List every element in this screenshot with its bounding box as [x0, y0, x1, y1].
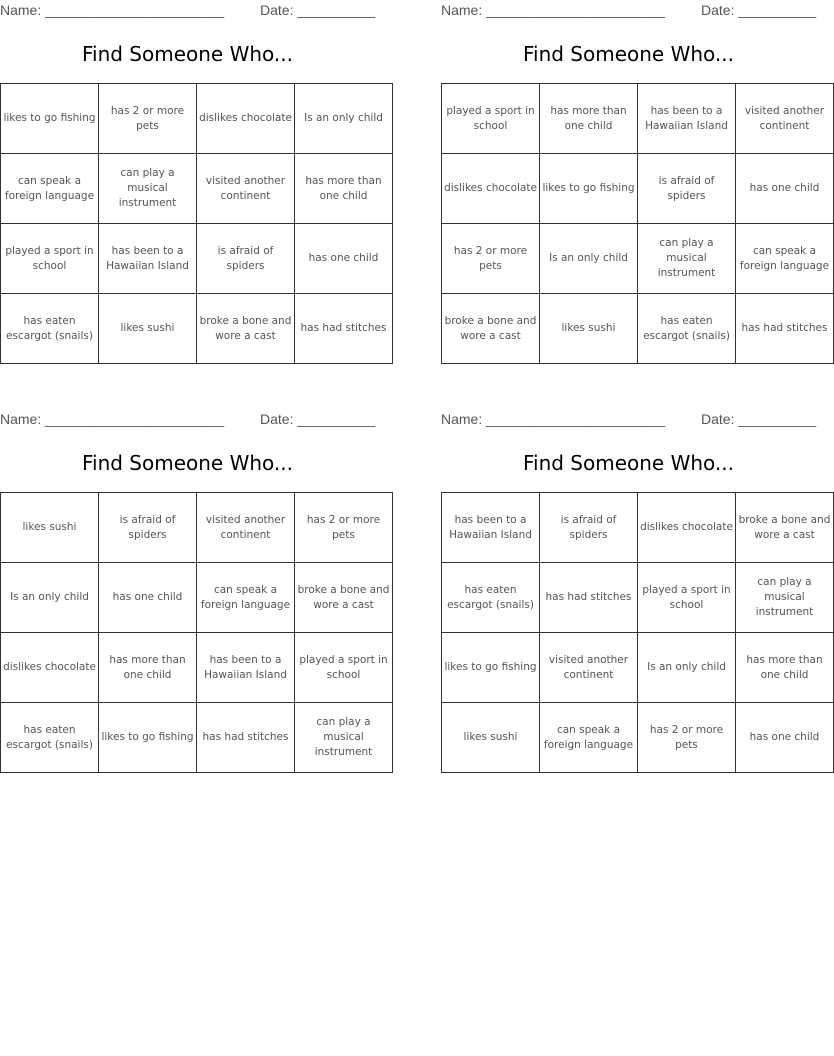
grid-cell: visited another continent: [736, 84, 834, 154]
card-title: Find Someone Who...: [81, 451, 294, 475]
grid-cell: played a sport in school: [638, 563, 736, 633]
grid-cell: can speak a foreign language: [197, 563, 295, 633]
grid-cell: visited another continent: [197, 493, 295, 563]
grid-cell: has more than one child: [295, 154, 393, 224]
grid-cell: has one child: [99, 563, 197, 633]
grid-row: [1, 563, 393, 633]
bingo-card-1: [0, 0, 387, 365]
grid-row: [442, 154, 834, 224]
date-field: Date: __________: [701, 411, 817, 427]
grid-cell: broke a bone and wore a cast: [295, 563, 393, 633]
grid-cell: played a sport in school: [442, 84, 540, 154]
grid-row: [1, 493, 393, 563]
grid-row: [442, 703, 834, 773]
grid-row: [442, 563, 834, 633]
grid-cell: can speak a foreign language: [1, 154, 99, 224]
grid-row: [1, 703, 393, 773]
name-field: Name: _______________________: [441, 411, 666, 427]
bingo-card-2: [441, 0, 830, 365]
grid-cell: likes sushi: [99, 294, 197, 364]
grid-row: [442, 493, 834, 563]
grid-cell: dislikes chocolate: [197, 84, 295, 154]
grid-cell: played a sport in school: [1, 224, 99, 294]
grid-cell: can speak a foreign language: [540, 703, 638, 773]
grid-row: [1, 224, 393, 294]
grid-cell: has one child: [295, 224, 393, 294]
grid-cell: has been to a Hawaiian Island: [99, 224, 197, 294]
grid-cell: is afraid of spiders: [197, 224, 295, 294]
grid-cell: is afraid of spiders: [540, 493, 638, 563]
grid-cell: has one child: [736, 154, 834, 224]
grid-cell: likes sushi: [540, 294, 638, 364]
grid-cell: likes sushi: [1, 493, 99, 563]
grid-cell: likes to go fishing: [540, 154, 638, 224]
grid-cell: broke a bone and wore a cast: [197, 294, 295, 364]
grid-row: [1, 84, 393, 154]
name-field: Name: _______________________: [441, 2, 666, 18]
bingo-grid: [441, 83, 834, 364]
grid-cell: Is an only child: [1, 563, 99, 633]
bingo-grid: [441, 492, 834, 773]
bingo-grid: [0, 492, 393, 773]
grid-cell: broke a bone and wore a cast: [442, 294, 540, 364]
grid-cell: has had stitches: [736, 294, 834, 364]
card-title: Find Someone Who...: [81, 42, 294, 66]
grid-cell: has 2 or more pets: [295, 493, 393, 563]
grid-cell: has more than one child: [99, 633, 197, 703]
grid-cell: is afraid of spiders: [638, 154, 736, 224]
grid-cell: has one child: [736, 703, 834, 773]
grid-row: [1, 154, 393, 224]
grid-cell: dislikes chocolate: [638, 493, 736, 563]
grid-cell: likes to go fishing: [99, 703, 197, 773]
bingo-card-3: [0, 409, 390, 774]
grid-cell: can play a musical instrument: [99, 154, 197, 224]
name-field: Name: _______________________: [0, 411, 225, 427]
grid-cell: has 2 or more pets: [638, 703, 736, 773]
grid-cell: has 2 or more pets: [99, 84, 197, 154]
grid-cell: is afraid of spiders: [99, 493, 197, 563]
grid-cell: Is an only child: [540, 224, 638, 294]
card-header: [0, 0, 375, 20]
grid-row: [442, 224, 834, 294]
bingo-card-4: [441, 409, 831, 774]
grid-cell: dislikes chocolate: [1, 633, 99, 703]
grid-cell: dislikes chocolate: [442, 154, 540, 224]
date-field: Date: __________: [701, 2, 817, 18]
grid-cell: has had stitches: [197, 703, 295, 773]
grid-cell: can speak a foreign language: [736, 224, 834, 294]
name-field: Name: _______________________: [0, 2, 225, 18]
date-field: Date: __________: [260, 2, 376, 18]
grid-cell: has been to a Hawaiian Island: [197, 633, 295, 703]
grid-cell: likes sushi: [442, 703, 540, 773]
grid-row: [442, 633, 834, 703]
grid-cell: has had stitches: [540, 563, 638, 633]
card-title: Find Someone Who...: [522, 451, 735, 475]
grid-cell: visited another continent: [197, 154, 295, 224]
grid-cell: can play a musical instrument: [736, 563, 834, 633]
grid-cell: has eaten escargot (snails): [1, 703, 99, 773]
grid-cell: likes to go fishing: [442, 633, 540, 703]
grid-cell: likes to go fishing: [1, 84, 99, 154]
grid-cell: has eaten escargot (snails): [638, 294, 736, 364]
grid-cell: broke a bone and wore a cast: [736, 493, 834, 563]
bingo-grid: [0, 83, 393, 364]
grid-row: [442, 294, 834, 364]
card-title: Find Someone Who...: [522, 42, 735, 66]
grid-cell: has been to a Hawaiian Island: [442, 493, 540, 563]
grid-row: [1, 294, 393, 364]
grid-cell: has eaten escargot (snails): [1, 294, 99, 364]
grid-cell: has more than one child: [540, 84, 638, 154]
grid-cell: Is an only child: [295, 84, 393, 154]
card-header: [441, 0, 816, 20]
grid-cell: has eaten escargot (snails): [442, 563, 540, 633]
card-header: [441, 409, 816, 429]
grid-cell: has more than one child: [736, 633, 834, 703]
grid-cell: played a sport in school: [295, 633, 393, 703]
grid-row: [442, 84, 834, 154]
grid-cell: can play a musical instrument: [295, 703, 393, 773]
grid-cell: has 2 or more pets: [442, 224, 540, 294]
grid-row: [1, 633, 393, 703]
grid-cell: has been to a Hawaiian Island: [638, 84, 736, 154]
card-header: [0, 409, 375, 429]
grid-cell: visited another continent: [540, 633, 638, 703]
date-field: Date: __________: [260, 411, 376, 427]
grid-cell: has had stitches: [295, 294, 393, 364]
grid-cell: Is an only child: [638, 633, 736, 703]
grid-cell: can play a musical instrument: [638, 224, 736, 294]
